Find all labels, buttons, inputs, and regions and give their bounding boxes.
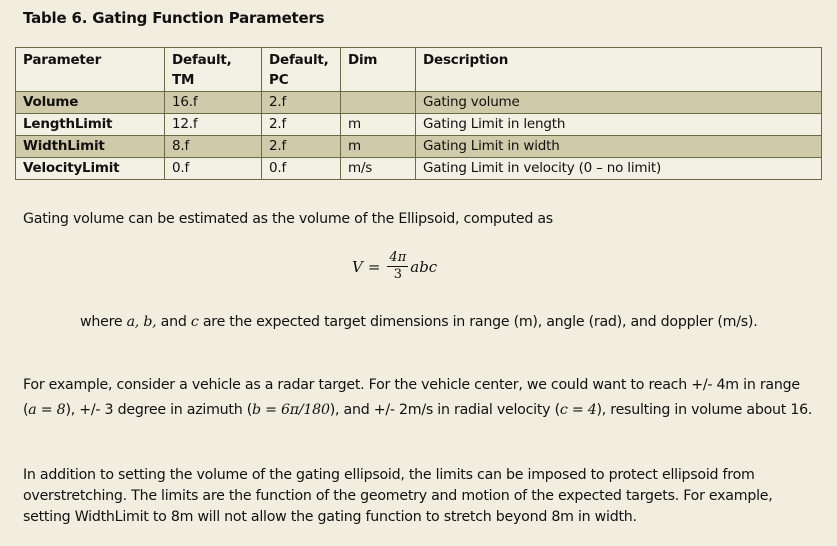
table-row xyxy=(16,136,822,158)
formula-rest: abc xyxy=(410,257,438,276)
cell-default-pc: 2.f xyxy=(262,114,341,136)
formula-numerator: 4π xyxy=(389,250,407,265)
cell-default-pc: 0.f xyxy=(262,158,341,180)
header-dim: Dim xyxy=(341,48,416,92)
header-parameter: Parameter xyxy=(16,48,165,92)
formula-equals: = xyxy=(367,257,381,276)
cell-description: Gating Limit in length xyxy=(416,114,822,136)
table-row xyxy=(16,92,822,114)
cell-default-tm: 8.f xyxy=(165,136,262,158)
cell-default-pc: 2.f xyxy=(262,92,341,114)
cell-dim: m xyxy=(341,136,416,158)
limits-paragraph: In addition to setting the volume of the gating ellipsoid, the limits can be imposed to protect ellipsoid from overstretching. The limits are the function of the geometry and motion of the expected targets. For example, setting WidthLimit to 8m will not allow the gating function to stretch beyond 8m in width. xyxy=(23,467,773,525)
gating-parameters-table xyxy=(15,47,822,180)
table-caption: Table 6. Gating Function Parameters xyxy=(23,9,325,27)
table-header-row xyxy=(16,48,822,92)
header-default-tm: Default, TM xyxy=(165,48,262,92)
cell-default-tm: 12.f xyxy=(165,114,262,136)
cell-dim: m/s xyxy=(341,158,416,180)
cell-default-pc: 2.f xyxy=(262,136,341,158)
cell-description: Gating Limit in width xyxy=(416,136,822,158)
ellipsoid-volume-formula xyxy=(352,250,437,283)
cell-dim: m xyxy=(341,114,416,136)
cell-dim xyxy=(341,92,416,114)
table-row xyxy=(16,158,822,180)
header-default-pc: Default, PC xyxy=(262,48,341,92)
volume-intro-paragraph: Gating volume can be estimated as the volume of the Ellipsoid, computed as xyxy=(23,211,553,227)
table-row xyxy=(16,114,822,136)
formula-lhs: V xyxy=(352,257,363,276)
formula-denominator: 3 xyxy=(393,267,402,282)
header-description: Description xyxy=(416,48,822,92)
cell-default-tm: 0.f xyxy=(165,158,262,180)
cell-parameter: Volume xyxy=(16,92,165,114)
cell-default-tm: 16.f xyxy=(165,92,262,114)
variables-paragraph: where a, b, and c are the expected target dimensions in range (m), angle (rad), and doppler (m/s). xyxy=(80,314,758,330)
cell-parameter: WidthLimit xyxy=(16,136,165,158)
cell-parameter: VelocityLimit xyxy=(16,158,165,180)
formula-fraction xyxy=(387,250,408,283)
cell-parameter: LengthLimit xyxy=(16,114,165,136)
cell-description: Gating Limit in velocity (0 – no limit) xyxy=(416,158,822,180)
example-paragraph: For example, consider a vehicle as a radar target. For the vehicle center, we could want to reach +/- 4m in range (a = 8), +/- 3 degree in azimuth (b = 6π/180), and +/- 2m/s in radial velocity (c = 4), resulting in volume about 16. xyxy=(23,377,813,418)
cell-description: Gating volume xyxy=(416,92,822,114)
